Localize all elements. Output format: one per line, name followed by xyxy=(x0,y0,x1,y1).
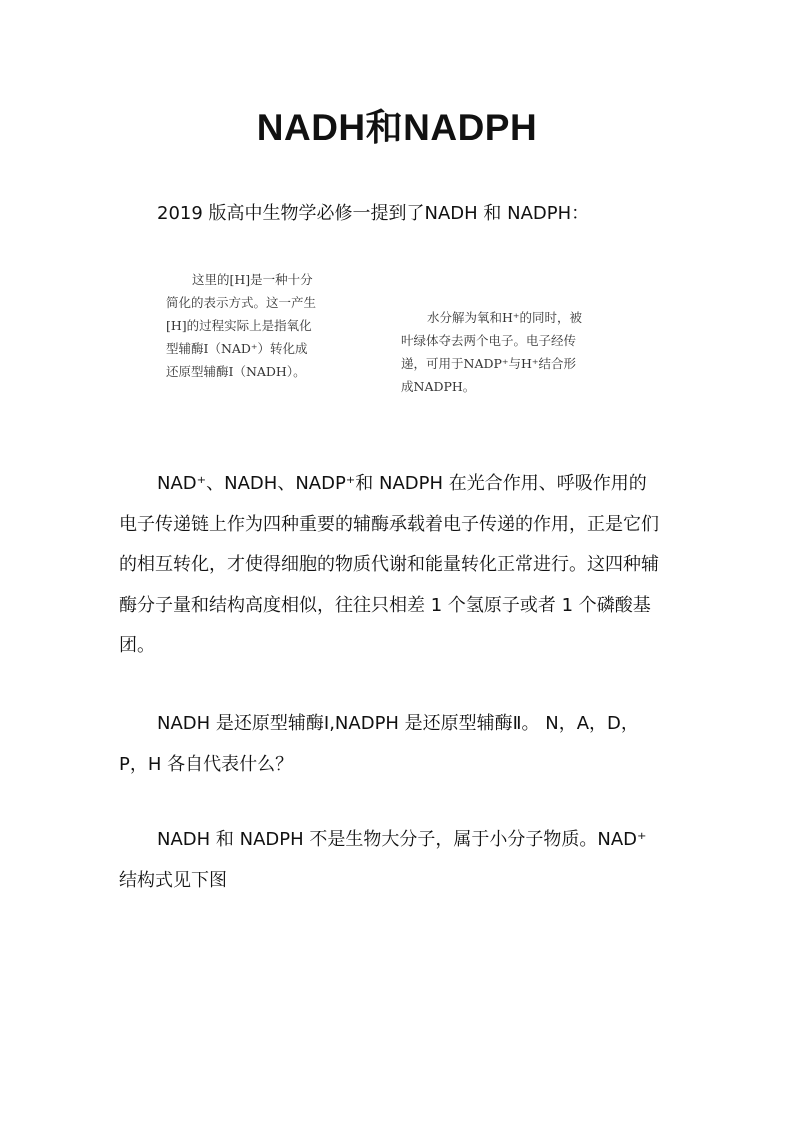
excerpt-left-line: 型辅酶Ⅰ（NAD⁺）转化成 xyxy=(166,341,308,356)
paragraph-line: NADH 和 NADPH 不是生物大分子，属于小分子物质。NAD⁺ xyxy=(157,829,647,850)
excerpt-left-line: 还原型辅酶Ⅰ（NADH）。 xyxy=(166,364,306,379)
excerpt-right-line: 水分解为氧和H⁺的同时，被 xyxy=(427,310,582,325)
intro-sentence: 2019 版高中生物学必修一提到了NADH 和 NADPH： xyxy=(157,203,590,224)
paragraph-small-molecules xyxy=(119,820,689,901)
paragraph-line: NADH 是还原型辅酶Ⅰ,NADPH 是还原型辅酶Ⅱ。 N，A，D， xyxy=(157,713,639,734)
paragraph-line: 的相互转化，才使得细胞的物质代谢和能量转化正常进行。这四种辅 xyxy=(119,554,659,575)
excerpt-left-line: [H]的过程实际上是指氧化 xyxy=(166,318,312,333)
textbook-excerpt-right xyxy=(401,306,597,398)
paragraph-line: 团。 xyxy=(119,635,155,656)
excerpt-right-line: 叶绿体夺去两个电子。电子经传 xyxy=(401,333,577,348)
excerpt-left-line: 简化的表示方式。这一产生 xyxy=(166,295,317,310)
excerpt-right-line: 成NADPH。 xyxy=(401,379,476,394)
paragraph-question xyxy=(119,704,689,785)
paragraph-line: 酶分子量和结构高度相似，往往只相差 1 个氢原子或者 1 个磷酸基 xyxy=(119,594,651,616)
paragraph-line: P，H 各自代表什么？ xyxy=(119,753,294,775)
paragraph-line: NAD⁺、NADH、NADP⁺和 NADPH 在光合作用、呼吸作用的 xyxy=(157,473,647,494)
excerpt-left-line: 这里的[H]是一种十分 xyxy=(192,272,313,287)
document-title: NADH和NADPH xyxy=(256,107,538,148)
paragraph-line: 结构式见下图 xyxy=(119,869,227,891)
excerpt-right-line: 递，可用于NADP⁺与H⁺结合形 xyxy=(401,356,576,371)
paragraph-line: 电子传递链上作为四种重要的辅酶承载着电子传递的作用，正是它们 xyxy=(119,513,659,535)
textbook-excerpt-left xyxy=(166,268,346,383)
paragraph-coenzymes xyxy=(119,464,689,667)
